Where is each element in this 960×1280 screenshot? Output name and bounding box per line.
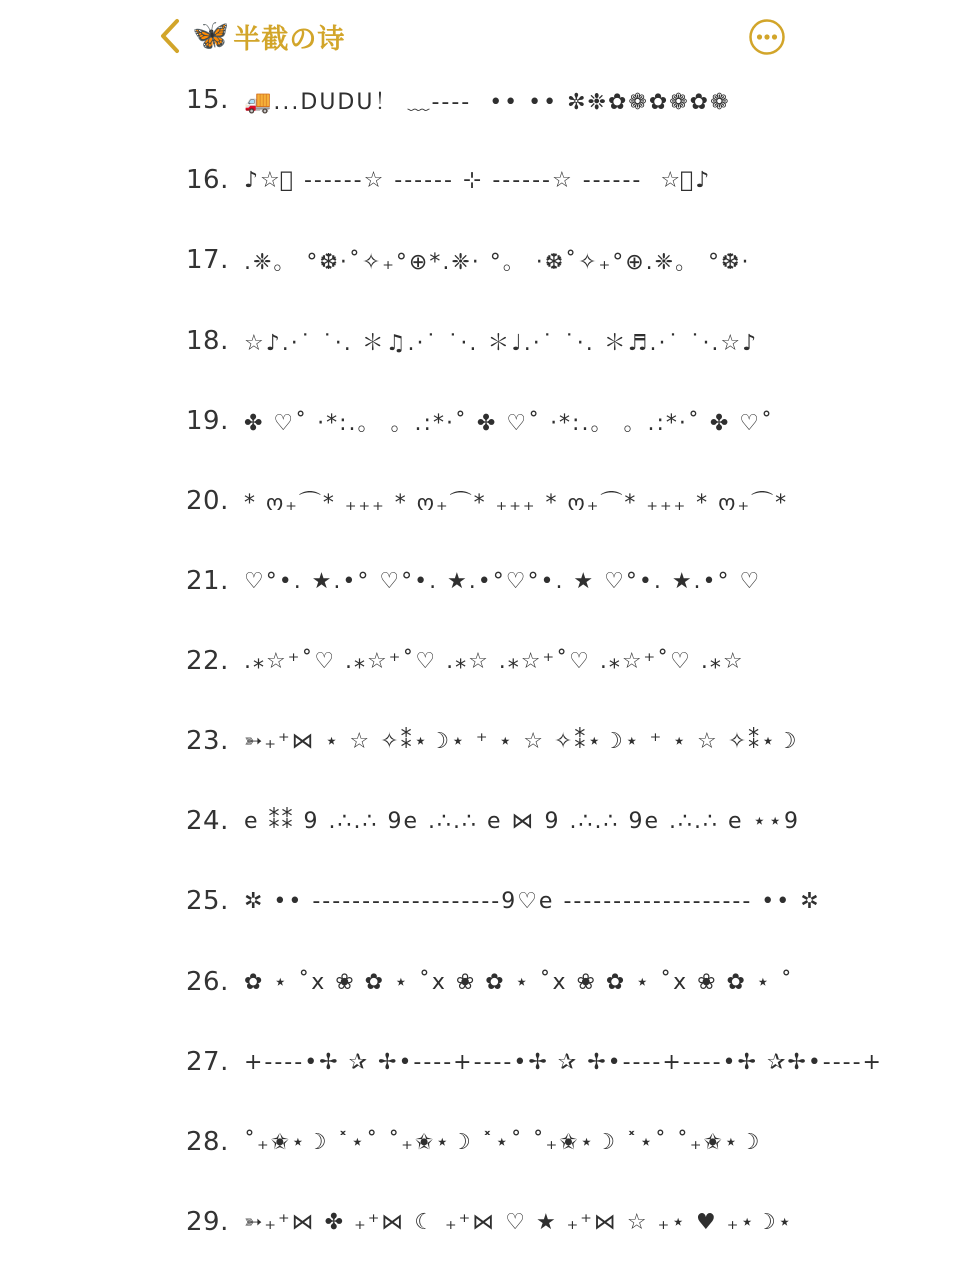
item-number: 28. [186, 1127, 229, 1157]
item-text: .❈。 °❆·˚✧₊°⊕*.❈· °。 ·❆˚✧₊°⊕.❈。 °❆· [244, 249, 751, 275]
list-item[interactable] [186, 150, 926, 210]
more-button[interactable] [748, 18, 786, 56]
list-item[interactable] [186, 471, 926, 531]
item-text: ➳₊⁺⋈ ⋆ ☆ ✧⁑⋆☽⋆ ⁺ ⋆ ☆ ✧⁑⋆☽⋆ ⁺ ⋆ ☆ ✧⁑⋆☽ [244, 728, 799, 754]
item-text: +----•✢ ✰ ✢•----+----•✢ ✰ ✢•----+----•✢ ✰✢•----+ [244, 1049, 883, 1075]
item-number: 19. [186, 406, 229, 436]
butterfly-icon: 🦋 [192, 18, 230, 53]
item-text: ✤ ♡˚ ·*:.。 。.:*·˚ ✤ ♡˚ ·*:.。 。.:*·˚ ✤ ♡˚ [244, 410, 775, 436]
list-item[interactable] [186, 631, 926, 691]
item-number: 27. [186, 1047, 229, 1077]
chevron-left-icon [159, 18, 181, 54]
back-button[interactable] [150, 14, 190, 58]
list-item[interactable] [186, 551, 926, 611]
item-text: ✿ ⋆ ˚x ❀ ✿ ⋆ ˚x ❀ ✿ ⋆ ˚x ❀ ✿ ⋆ ˚x ❀ ✿ ⋆ ˚ [244, 969, 794, 995]
item-text: * ო₊⌒* ₊₊₊ * ო₊⌒* ₊₊₊ * ო₊⌒* ₊₊₊ * ო₊⌒* [244, 490, 789, 516]
item-number: 24. [186, 806, 229, 836]
item-text: ♡°•. ★.•° ♡°•. ★.•°♡°•. ★ ♡°•. ★.•° ♡ [244, 568, 762, 594]
list-item[interactable] [186, 871, 926, 931]
item-text: ☆♪.·˙ ˙·. ＊♫.·˙ ˙·. ＊♩.·˙ ˙·. ＊♬.·˙ ˙·.☆♪ [244, 330, 759, 356]
item-number: 22. [186, 646, 229, 676]
list-item[interactable] [186, 311, 926, 371]
item-text: ♪☆ﾟ ------☆ ------ ⊹ ------☆ ------ ☆ﾟ♪ [244, 167, 712, 193]
item-number: 21. [186, 566, 229, 596]
item-number: 17. [186, 245, 229, 275]
item-text: e ⁑⁑ 9 .∴.∴ 9e .∴.∴ e ⋈ 9 .∴.∴ 9e .∴.∴ e ⋆⋆9 [244, 808, 801, 834]
list-item[interactable] [186, 952, 926, 1012]
item-text: ˚₊✬⋆☽ ˟⋆˚ ˚₊✬⋆☽ ˟⋆˚ ˚₊✬⋆☽ ˟⋆˚ ˚₊✬⋆☽ [244, 1129, 762, 1155]
item-number: 29. [186, 1207, 229, 1237]
item-number: 23. [186, 726, 229, 756]
item-number: 20. [186, 486, 229, 516]
list-item[interactable] [186, 70, 926, 130]
list-item[interactable] [186, 711, 926, 771]
more-dots-icon [748, 18, 786, 56]
item-number: 15. [186, 85, 229, 115]
page-title-text: 半截の诗 [233, 23, 346, 55]
item-text: ➳₊⁺⋈ ✤ ₊⁺⋈ ☾ ₊⁺⋈ ♡ ★ ₊⁺⋈ ☆ ₊⋆ ♥ ₊⋆☽⋆ [244, 1209, 794, 1235]
list-item[interactable] [186, 1112, 926, 1172]
list-item[interactable] [186, 230, 926, 290]
item-number: 25. [186, 886, 229, 916]
nav-bar [0, 0, 960, 70]
item-text: .⁎☆⁺˚♡ .⁎☆⁺˚♡ .⁎☆ .⁎☆⁺˚♡ .⁎☆⁺˚♡ .⁎☆ [244, 648, 745, 674]
item-text: 🚚...DUDU！ ﹏---- •• •• ✼❉✿❁✿❁✿❁ [244, 89, 731, 115]
item-number: 18. [186, 326, 229, 356]
item-text: ✲ •• -------------------9♡e ------------------- •• ✲ [244, 888, 821, 914]
page-title [192, 16, 345, 56]
list-item[interactable] [186, 391, 926, 451]
list-item[interactable] [186, 1032, 926, 1092]
list-item[interactable] [186, 1192, 926, 1252]
item-number: 26. [186, 967, 229, 997]
item-number: 16. [186, 165, 229, 195]
list-item[interactable] [186, 791, 926, 851]
